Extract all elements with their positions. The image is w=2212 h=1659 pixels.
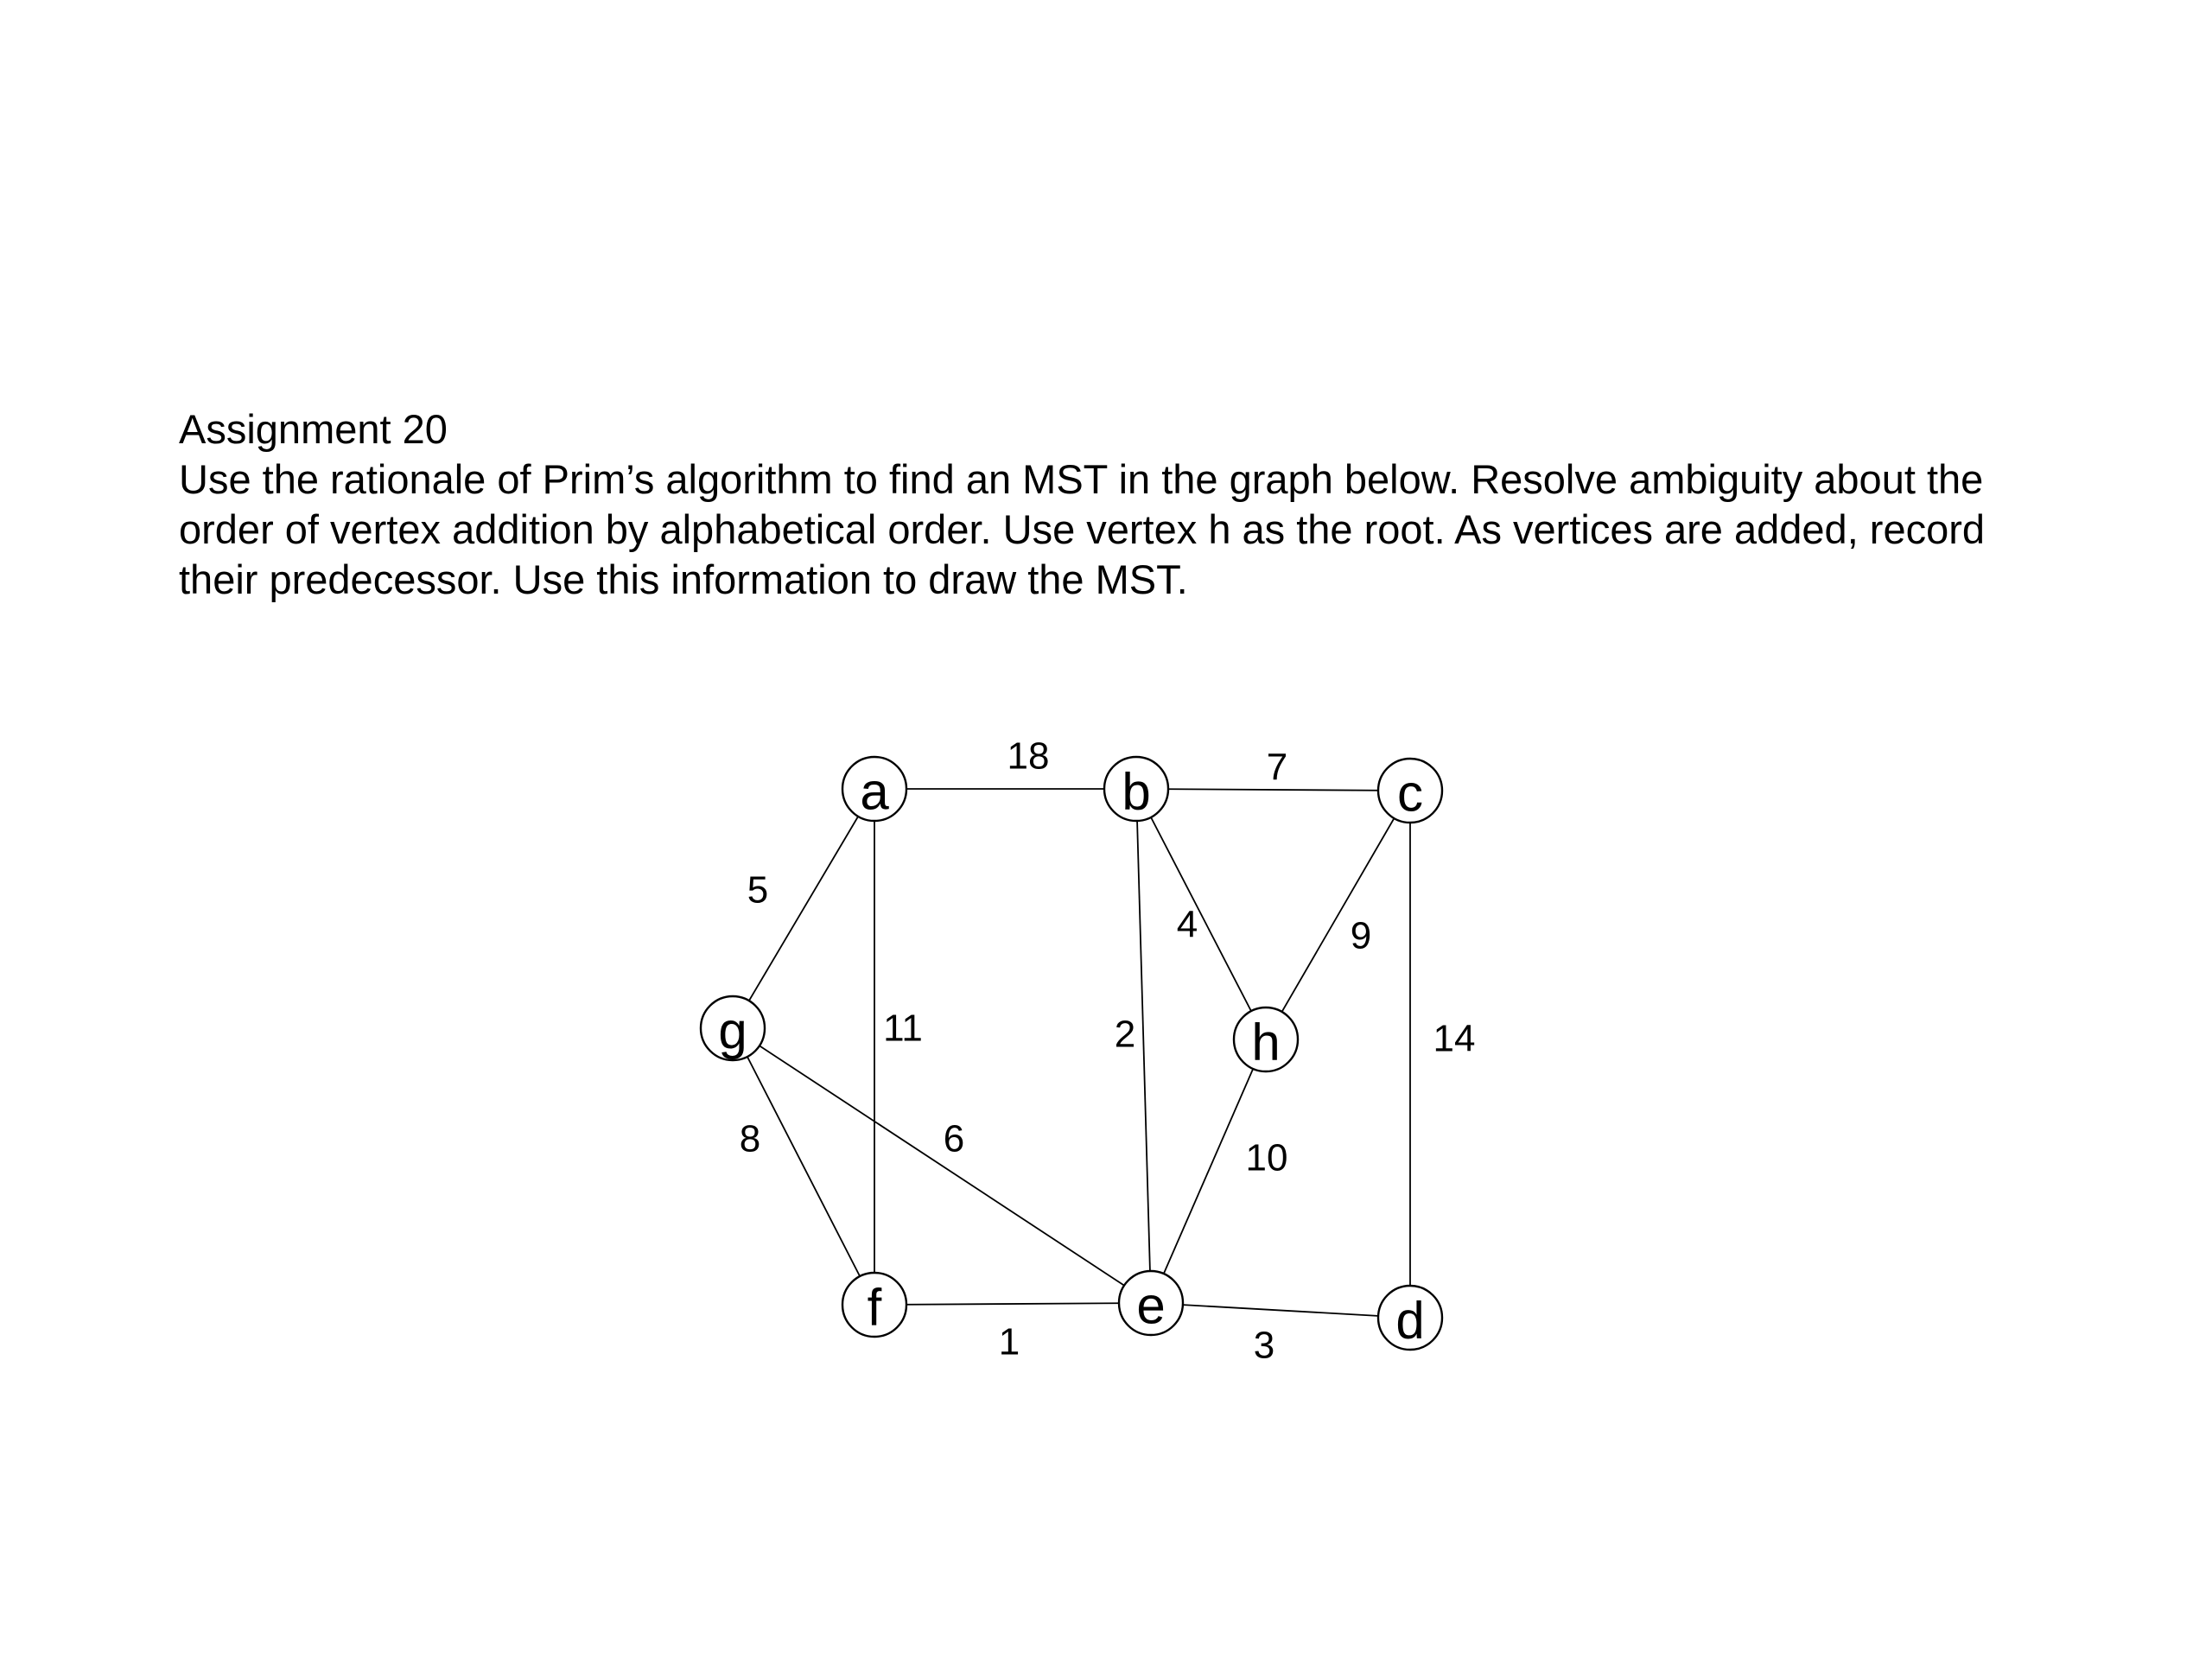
vertex-label-h: h <box>1251 1013 1281 1071</box>
vertex-d <box>1378 1286 1442 1350</box>
vertex-a <box>842 757 906 821</box>
vertex-label-c: c <box>1397 764 1423 823</box>
edge-c-h <box>1266 791 1410 1039</box>
vertex-f <box>842 1273 906 1337</box>
edge-weight-b-h: 4 <box>1176 903 1198 946</box>
edge-weight-g-f: 8 <box>739 1117 761 1160</box>
edge-f-e <box>874 1303 1151 1305</box>
vertex-label-g: g <box>718 1001 747 1060</box>
edge-weight-b-e: 2 <box>1114 1013 1136 1056</box>
edge-weight-a-g: 5 <box>747 868 769 912</box>
edge-weight-b-c: 7 <box>1266 746 1288 789</box>
edge-weight-c-h: 9 <box>1350 914 1372 957</box>
nodes-layer <box>701 757 1442 1350</box>
vertex-c <box>1378 759 1442 823</box>
vertex-label-d: d <box>1395 1291 1425 1350</box>
edges-layer <box>733 789 1410 1318</box>
edge-weight-a-f: 11 <box>883 1007 923 1050</box>
edge-g-e <box>733 1028 1151 1303</box>
vertex-label-f: f <box>867 1278 882 1337</box>
vertex-label-a: a <box>860 762 889 821</box>
edge-weight-e-d: 3 <box>1253 1324 1275 1367</box>
edge-b-h <box>1136 789 1266 1039</box>
vertex-h <box>1234 1007 1298 1071</box>
vertex-label-b: b <box>1122 762 1151 821</box>
edge-weight-a-b: 18 <box>1007 734 1050 778</box>
edge-b-e <box>1136 789 1151 1303</box>
assignment-title: Assignment 20 <box>179 406 448 452</box>
edge-weight-g-e: 6 <box>943 1117 965 1160</box>
vertex-g <box>701 996 765 1060</box>
edge-weight-h-e: 10 <box>1245 1136 1288 1179</box>
instruction-line-3: their predecessor. Use this information to draw the MST. <box>179 556 1188 602</box>
edge-e-d <box>1151 1303 1410 1318</box>
edge-weight-f-e: 1 <box>998 1320 1020 1363</box>
edge-weight-c-d: 14 <box>1433 1017 1476 1060</box>
edge-b-c <box>1136 789 1410 791</box>
vertex-label-e: e <box>1136 1276 1166 1335</box>
vertex-b <box>1104 757 1168 821</box>
instruction-line-1: Use the rationale of Prim’s algorithm to find an MST in the graph below. Resolve ambiguity about the <box>179 456 1984 502</box>
vertex-e <box>1119 1271 1183 1335</box>
edge-g-f <box>733 1028 874 1305</box>
instruction-line-2: order of vertex addition by alphabetical order. Use vertex h as the root. As vertices are added, record <box>179 506 1986 552</box>
